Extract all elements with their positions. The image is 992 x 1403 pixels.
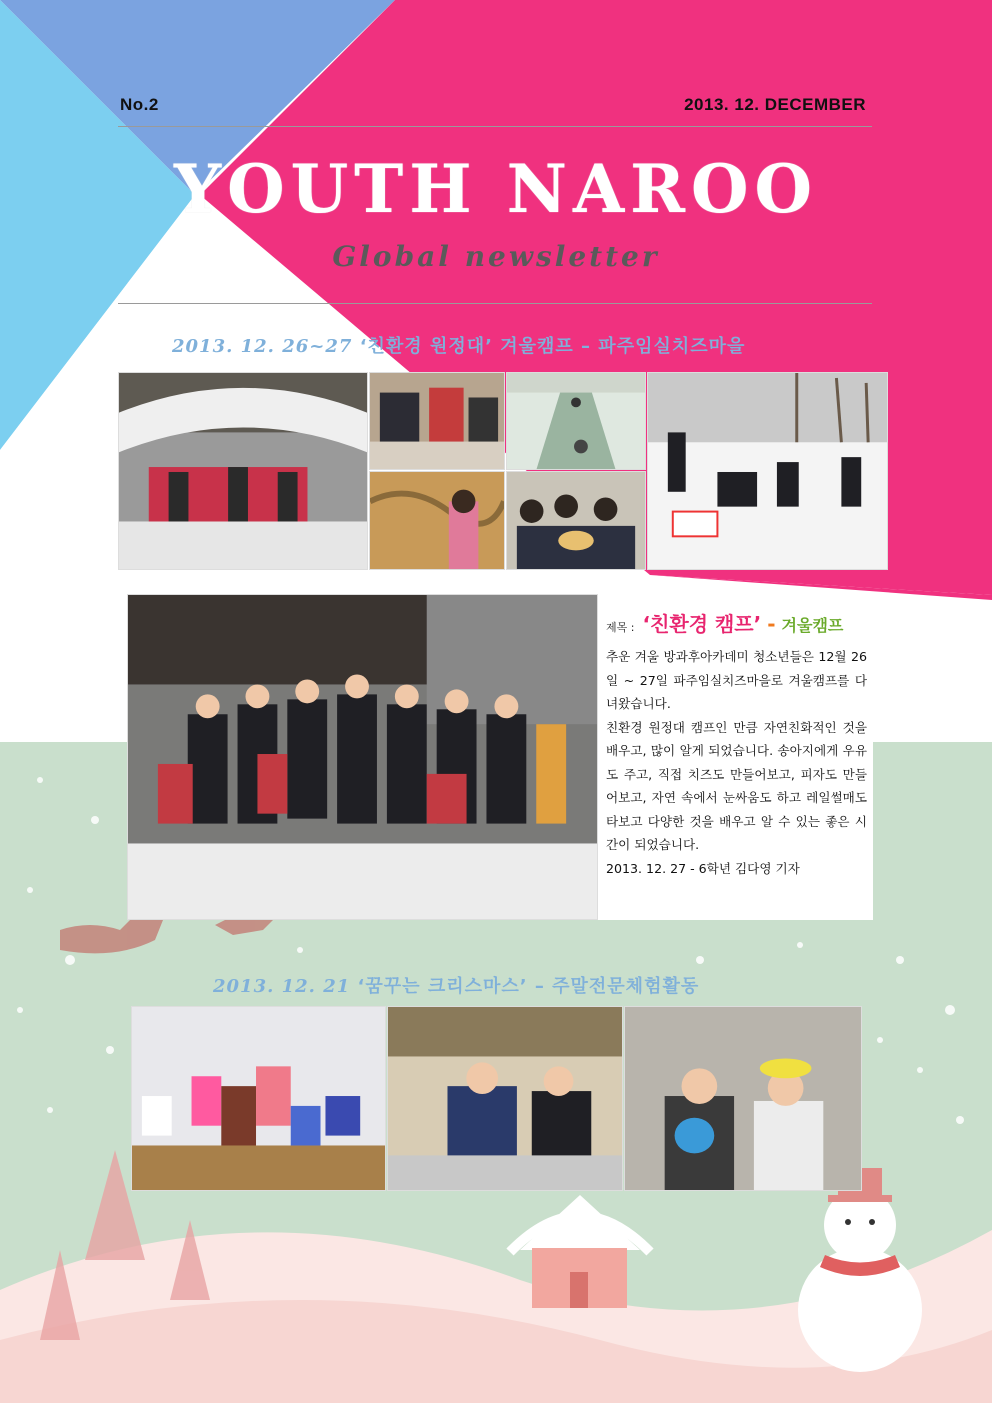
- photo-wall-art: [369, 471, 505, 570]
- issue-number: No.2: [120, 95, 159, 114]
- article-title-label: 제목 :: [606, 621, 635, 634]
- masthead-rule: [118, 303, 872, 304]
- newsletter-title: YOUTH NAROO: [174, 150, 818, 228]
- photo-gifts: [131, 1006, 386, 1191]
- section2-heading-date: 2013. 12. 21: [213, 976, 351, 997]
- article-title: [606, 608, 867, 637]
- photo-cheese-making: [369, 372, 505, 470]
- photo-pizza: [506, 471, 646, 570]
- photo-snow-play: [647, 372, 888, 570]
- section2-heading: [213, 972, 699, 998]
- photo-kids-toys: [624, 1006, 862, 1191]
- section2-heading-text: ‘꿈꾸는 크리스마스’ – 주말전문체험활동: [357, 976, 700, 997]
- newsletter-subtitle: Global newsletter: [332, 240, 660, 273]
- section1-heading-text: ‘친환경 원정대’ 겨울캠프 – 파주임실치즈마을: [359, 336, 746, 357]
- section1-heading-date: 2013. 12. 26~27: [172, 336, 353, 357]
- photo-kids-gifts: [387, 1006, 623, 1191]
- article-paragraph-1: 추운 겨울 방과후아카데미 청소년들은 12월 26일 ~ 27일 파주임실치즈마을로 겨울캠프를 다녀왔습니다.: [606, 649, 867, 711]
- photo-rail-sled: [506, 372, 646, 470]
- article-title-dash: -: [767, 612, 776, 636]
- photo-group-entrance: [118, 372, 368, 570]
- article-paragraph-2: 친환경 원정대 캠프인 만큼 자연친화적인 것을 배우고, 많이 알게 되었습니다. 송아지에게 우유도 주고, 직접 치즈도 만들어보고, 피자도 만들어보고, 자연 속에서 눈싸움도 하고 레일썰매도 타보고 다양한 것을 배우고 알 수 있는 좋은 시간이 되었습니다.: [606, 719, 867, 852]
- article-title-main: ‘친환경 캠프’: [642, 612, 762, 636]
- header-rule: [118, 126, 872, 127]
- photo-group-main: [127, 594, 598, 920]
- section1-heading: [172, 332, 745, 358]
- article-byline: 2013. 12. 27 - 6학년 김다영 기자: [606, 860, 800, 876]
- issue-date: 2013. 12. DECEMBER: [684, 95, 866, 114]
- article-box: [598, 598, 873, 920]
- article-title-sub: 겨울캠프: [781, 616, 844, 635]
